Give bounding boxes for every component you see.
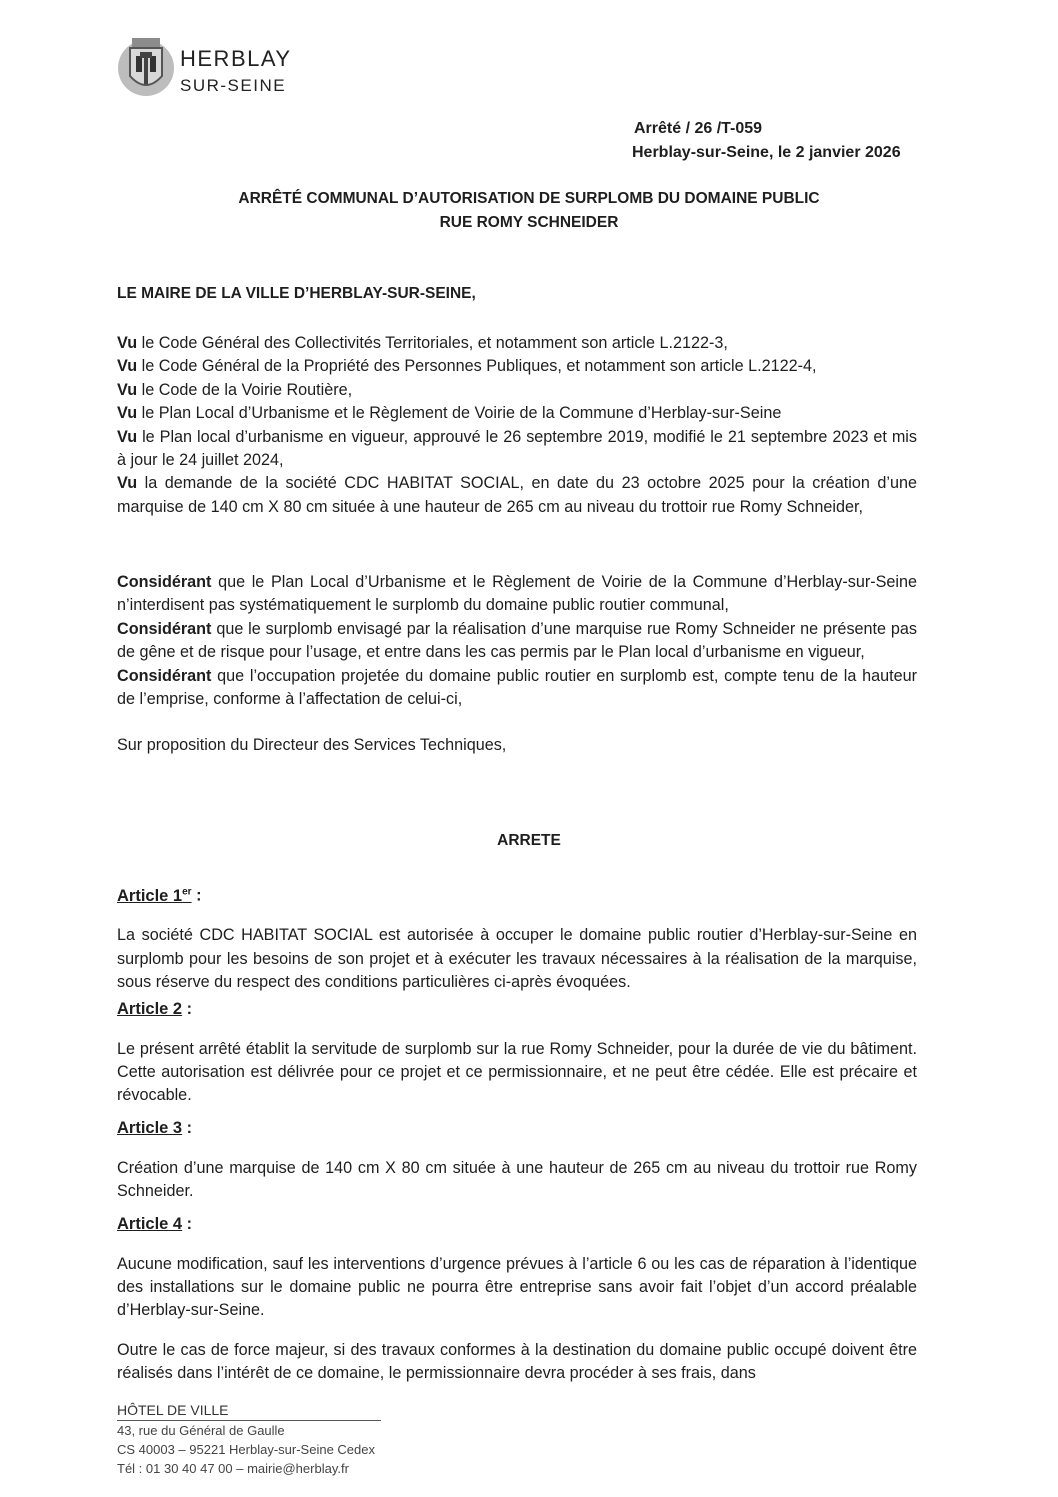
city-logo — [116, 32, 306, 98]
visa-item: Vu le Code Général des Collectivités Territoriales, et notamment son article L.2122-3, — [117, 334, 728, 352]
mayor-heading: LE MAIRE DE LA VILLE D’HERBLAY-SUR-SEINE, — [117, 285, 476, 302]
considerant-item: Considérant que le Plan Local d’Urbanisme et le Règlement de Voirie de la Commune d’Herblay-sur-Seine n’interdisent pas systématiquement le surplomb du domaine public routier communal, — [117, 573, 917, 615]
article-2 — [117, 998, 917, 1124]
title-line-2: RUE ROMY SCHNEIDER — [439, 214, 619, 231]
article-heading: Article 3 : — [117, 1119, 193, 1137]
footer-address — [117, 1401, 381, 1478]
title-line-1: ARRÊTÉ COMMUNAL D’AUTORISATION DE SURPLOMB DU DOMAINE PUBLIC — [238, 190, 820, 207]
decree-number: Arrêté / 26 /T-059 — [634, 120, 763, 137]
arrete-heading: ARRETE — [497, 832, 561, 849]
footer-address-line: CS 40003 – 95221 Herblay-sur-Seine Cedex — [117, 1442, 375, 1457]
footer-address-line: 43, rue du Général de Gaulle — [117, 1423, 285, 1438]
article-3 — [117, 1117, 917, 1220]
coat-of-arms-icon — [116, 32, 176, 98]
footer-heading: HÔTEL DE VILLE — [117, 1401, 381, 1421]
place-date: Herblay-sur-Seine, le 2 janvier 2026 — [632, 144, 901, 161]
article-text: Création d’une marquise de 140 cm X 80 cm située à une hauteur de 265 cm au niveau du trottoir rue Romy Schneider. — [117, 1158, 917, 1200]
considerant-item: Considérant que l’occupation projetée du domaine public routier en surplomb est, compte tenu de la hauteur de l’emprise, conforme à l’affectation de celui-ci, — [117, 666, 917, 709]
reference-block — [634, 117, 901, 165]
article-heading: Article 2 : — [117, 1000, 193, 1018]
considerant-item: Considérant que le surplomb envisagé par la réalisation d’une marquise rue Romy Schneider ne présente pas de gêne et de risque pour l’usage, et entre dans les cas permis par le Plan local d’urbanisme en vigueur, — [117, 619, 917, 662]
article-heading: Article 4 : — [117, 1215, 193, 1233]
visas-list — [117, 332, 917, 519]
brand-subtitle: SUR-SEINE — [180, 76, 287, 95]
document-title — [0, 187, 1058, 235]
visa-item: Vu le Plan Local d’Urbanisme et le Règlement de Voirie de la Commune d’Herblay-sur-Seine — [117, 404, 782, 423]
visa-item: Vu la demande de la société CDC HABITAT SOCIAL, en date du 23 octobre 2025 pour la création d’une marquise de 140 cm X 80 cm située à une hauteur de 265 cm au niveau du trottoir rue Romy Schneider, — [117, 474, 917, 516]
article-4 — [117, 1213, 917, 1402]
proposal-line: Sur proposition du Directeur des Services Techniques, — [117, 736, 507, 754]
article-text: Outre le cas de force majeur, si des travaux conformes à la destination du domaine public occupé doivent être réalisés dans l’intérêt de ce domaine, le permissionnaire devra procéder à ses frais, dans — [117, 1341, 917, 1383]
visa-item: Vu le Code Général de la Propriété des Personnes Publiques, et notamment son article L.2122-4, — [117, 357, 817, 376]
considerants-list — [117, 571, 917, 711]
brand-name: HERBLAY — [180, 46, 292, 71]
visa-item: Vu le Plan local d’urbanisme en vigueur, approuvé le 26 septembre 2019, modifié le 21 septembre 2023 et mis à jour le 24 juillet 2024, — [117, 427, 917, 470]
article-1 — [117, 880, 917, 1011]
article-text: Aucune modification, sauf les interventions d’urgence prévues à l’article 6 ou les cas de réparation à l’identique des installations sur le domaine public ne pourra être entreprise sans avoir fait l’objet d’un accord préalable d’Herblay-sur-Seine. — [117, 1254, 917, 1320]
footer-contact: Tél : 01 30 40 47 00 – mairie@herblay.fr — [117, 1461, 349, 1476]
article-text: Le présent arrêté établit la servitude de surplomb sur la rue Romy Schneider, pour la durée de vie du bâtiment. Cette autorisation est délivrée pour ce projet et ce permissionnaire, et ne peut être cédée. Elle est précaire et révocable. — [117, 1039, 917, 1105]
article-heading: Article 1er : — [117, 886, 202, 905]
article-text: La société CDC HABITAT SOCIAL est autorisée à occuper le domaine public routier d’Herblay-sur-Seine en surplomb pour les besoins de son projet et à exécuter les travaux nécessaires à la réalisation de la marquise, sous réserve du respect des conditions particulières ci-après évoquées. — [117, 926, 917, 991]
visa-item: Vu le Code de la Voirie Routière, — [117, 380, 353, 399]
